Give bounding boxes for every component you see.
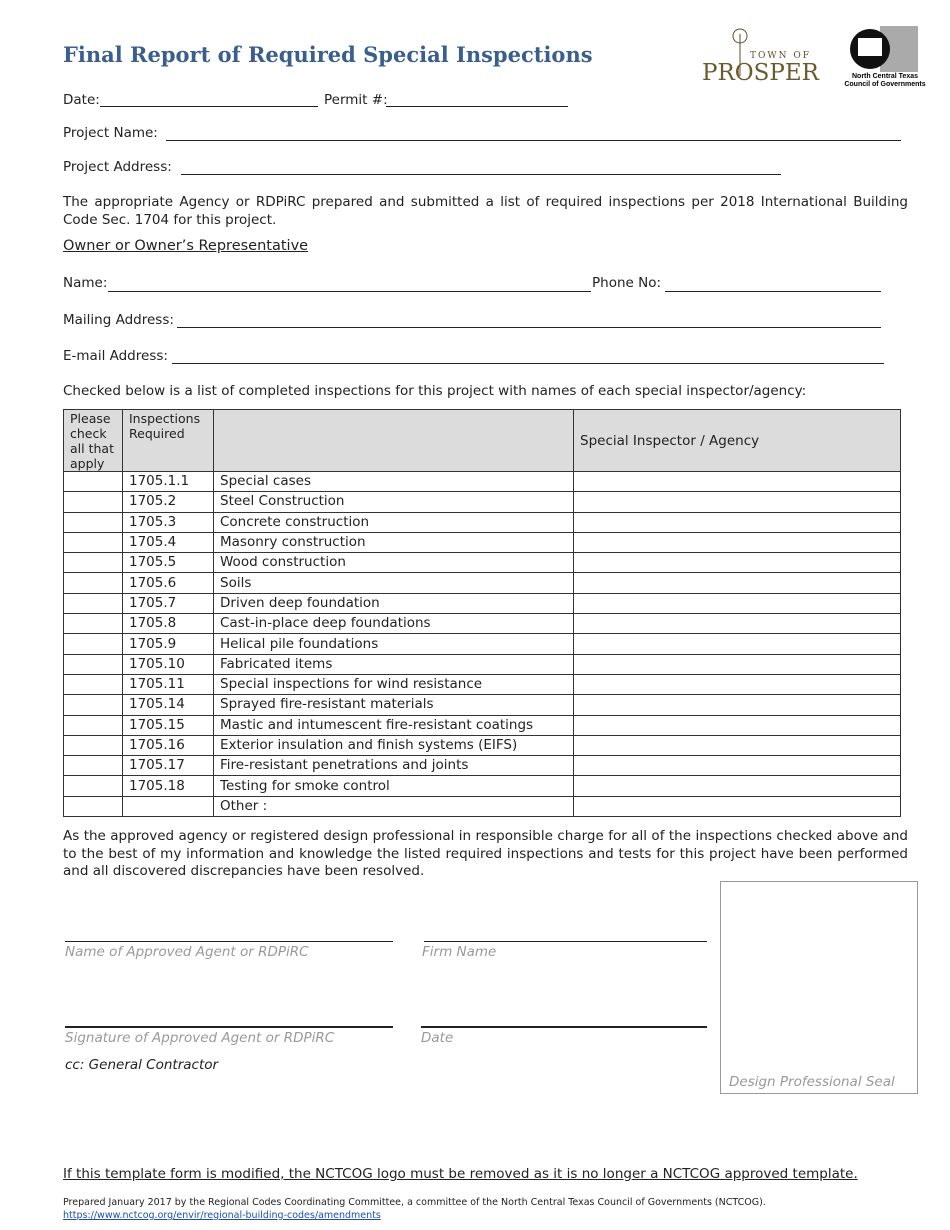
check-cell[interactable] — [64, 674, 123, 694]
mailing-label: Mailing Address: — [63, 312, 174, 328]
inspector-cell[interactable] — [574, 756, 901, 776]
code-cell: 1705.3 — [123, 512, 214, 532]
inspector-cell[interactable] — [574, 695, 901, 715]
check-cell[interactable] — [64, 634, 123, 654]
date-signature-field[interactable] — [421, 1026, 707, 1028]
project-name-label: Project Name: — [63, 125, 158, 141]
permit-field[interactable] — [386, 106, 568, 107]
page-title: Final Report of Required Special Inspections — [63, 42, 593, 67]
owner-name-field[interactable] — [108, 291, 591, 292]
prepared-text: Prepared January 2017 by the Regional Codes Coordinating Committee, a committee of the North Central Texas Council of Governments (NCTCOG). — [63, 1197, 766, 1208]
code-cell: 1705.4 — [123, 532, 214, 552]
seal-box[interactable] — [720, 881, 918, 1094]
agent-signature-label: Signature of Approved Agent or RDPiRC — [65, 1030, 335, 1046]
owner-heading: Owner or Owner’s Representative — [63, 238, 309, 254]
check-cell[interactable] — [64, 776, 123, 796]
inspector-cell[interactable] — [574, 796, 901, 816]
inspector-cell[interactable] — [574, 512, 901, 532]
description-cell: Cast-in-place deep foundations — [214, 614, 574, 634]
table-row — [64, 634, 901, 654]
prepared-note — [63, 1196, 898, 1222]
table-row — [64, 614, 901, 634]
description-cell: Wood construction — [214, 553, 574, 573]
firm-name-label: Firm Name — [422, 944, 497, 960]
description-cell: Soils — [214, 573, 574, 593]
check-cell[interactable] — [64, 614, 123, 634]
phone-label: Phone No: — [592, 275, 662, 291]
svg-text:TOWN OF: TOWN OF — [750, 51, 811, 61]
table-row — [64, 472, 901, 492]
inspector-cell[interactable] — [574, 634, 901, 654]
permit-label: Permit #: — [324, 92, 388, 108]
code-cell: 1705.11 — [123, 674, 214, 694]
date-signature-label: Date — [421, 1030, 454, 1046]
template-notice: If this template form is modified, the NCTCOG logo must be removed as it is no longer a NCTCOG approved template. — [63, 1166, 858, 1182]
intro-text: The appropriate Agency or RDPiRC prepared and submitted a list of required inspections per 2018 International Building Code Sec. 1704 for this project. — [63, 194, 908, 228]
description-cell: Other : — [214, 796, 574, 816]
check-cell[interactable] — [64, 532, 123, 552]
code-cell: 1705.7 — [123, 593, 214, 613]
owner-name-label: Name: — [63, 275, 108, 291]
check-cell[interactable] — [64, 654, 123, 674]
check-cell[interactable] — [64, 472, 123, 492]
description-cell: Mastic and intumescent fire-resistant coatings — [214, 715, 574, 735]
description-cell: Special inspections for wind resistance — [214, 674, 574, 694]
inspector-cell[interactable] — [574, 715, 901, 735]
project-address-label: Project Address: — [63, 159, 172, 175]
prosper-logo — [700, 26, 822, 84]
code-cell: 1705.14 — [123, 695, 214, 715]
table-row — [64, 796, 901, 816]
svg-text:Council of Governments: Council of Governments — [844, 81, 926, 88]
code-cell — [123, 796, 214, 816]
table-row — [64, 674, 901, 694]
check-cell[interactable] — [64, 756, 123, 776]
table-row — [64, 573, 901, 593]
inspector-cell[interactable] — [574, 674, 901, 694]
check-cell[interactable] — [64, 735, 123, 755]
inspector-cell[interactable] — [574, 472, 901, 492]
mailing-field[interactable] — [177, 327, 881, 328]
header-check: Please check all that apply — [64, 410, 123, 472]
seal-label: Design Professional Seal — [729, 1074, 895, 1090]
nctcog-logo — [840, 22, 930, 88]
header-inspections: Inspections Required — [123, 410, 214, 472]
check-cell[interactable] — [64, 492, 123, 512]
inspections-table — [63, 409, 901, 817]
check-cell[interactable] — [64, 715, 123, 735]
check-cell[interactable] — [64, 695, 123, 715]
header-description — [214, 410, 574, 472]
firm-name-field[interactable] — [424, 941, 707, 942]
code-cell: 1705.10 — [123, 654, 214, 674]
description-cell: Driven deep foundation — [214, 593, 574, 613]
table-row — [64, 756, 901, 776]
description-cell: Exterior insulation and finish systems (EIFS) — [214, 735, 574, 755]
table-row — [64, 735, 901, 755]
date-label: Date: — [63, 92, 100, 108]
email-label: E-mail Address: — [63, 348, 168, 364]
table-row — [64, 593, 901, 613]
inspector-cell[interactable] — [574, 776, 901, 796]
code-cell: 1705.16 — [123, 735, 214, 755]
table-row — [64, 512, 901, 532]
code-cell: 1705.9 — [123, 634, 214, 654]
description-cell: Masonry construction — [214, 532, 574, 552]
inspector-cell[interactable] — [574, 735, 901, 755]
agent-signature-field[interactable] — [65, 1026, 393, 1028]
check-cell[interactable] — [64, 553, 123, 573]
description-cell: Testing for smoke control — [214, 776, 574, 796]
inspector-cell[interactable] — [574, 654, 901, 674]
phone-field[interactable] — [665, 291, 881, 292]
code-cell: 1705.18 — [123, 776, 214, 796]
description-cell: Concrete construction — [214, 512, 574, 532]
description-cell: Steel Construction — [214, 492, 574, 512]
svg-text:North Central Texas: North Central Texas — [852, 73, 918, 80]
agent-name-field[interactable] — [65, 941, 393, 942]
check-cell[interactable] — [64, 573, 123, 593]
code-cell: 1705.5 — [123, 553, 214, 573]
cc-text: cc: General Contractor — [65, 1057, 219, 1073]
table-row — [64, 553, 901, 573]
inspector-cell[interactable] — [574, 492, 901, 512]
check-cell[interactable] — [64, 593, 123, 613]
table-row — [64, 492, 901, 512]
code-cell: 1705.2 — [123, 492, 214, 512]
code-cell: 1705.15 — [123, 715, 214, 735]
project-address-field[interactable] — [181, 174, 781, 175]
table-row — [64, 695, 901, 715]
table-row — [64, 715, 901, 735]
inspector-cell[interactable] — [574, 614, 901, 634]
date-field[interactable] — [100, 106, 318, 107]
agent-name-label: Name of Approved Agent or RDPiRC — [65, 944, 309, 960]
table-row — [64, 654, 901, 674]
inspector-cell[interactable] — [574, 553, 901, 573]
inspector-cell[interactable] — [574, 593, 901, 613]
svg-text:PROSPER: PROSPER — [702, 60, 819, 84]
statement-text: As the approved agency or registered design professional in responsible charge for all of the inspections checked above and to the best of my information and knowledge the listed required inspections and tests for this project have been performed and all discovered discrepancies have been resolved. — [63, 828, 908, 879]
code-cell: 1705.17 — [123, 756, 214, 776]
checked-intro: Checked below is a list of completed inspections for this project with names of each special inspector/agency: — [63, 383, 807, 399]
header-inspector: Special Inspector / Agency — [574, 410, 901, 472]
table-row — [64, 532, 901, 552]
description-cell: Helical pile foundations — [214, 634, 574, 654]
project-name-field[interactable] — [166, 140, 901, 141]
nctcog-link[interactable]: https://www.nctcog.org/envir/regional-building-codes/amendments — [63, 1210, 381, 1221]
check-cell[interactable] — [64, 796, 123, 816]
description-cell: Fabricated items — [214, 654, 574, 674]
table-row — [64, 776, 901, 796]
description-cell: Special cases — [214, 472, 574, 492]
inspector-cell[interactable] — [574, 532, 901, 552]
code-cell: 1705.6 — [123, 573, 214, 593]
code-cell: 1705.8 — [123, 614, 214, 634]
email-field[interactable] — [172, 363, 884, 364]
check-cell[interactable] — [64, 512, 123, 532]
inspector-cell[interactable] — [574, 573, 901, 593]
description-cell: Fire-resistant penetrations and joints — [214, 756, 574, 776]
description-cell: Sprayed fire-resistant materials — [214, 695, 574, 715]
code-cell: 1705.1.1 — [123, 472, 214, 492]
